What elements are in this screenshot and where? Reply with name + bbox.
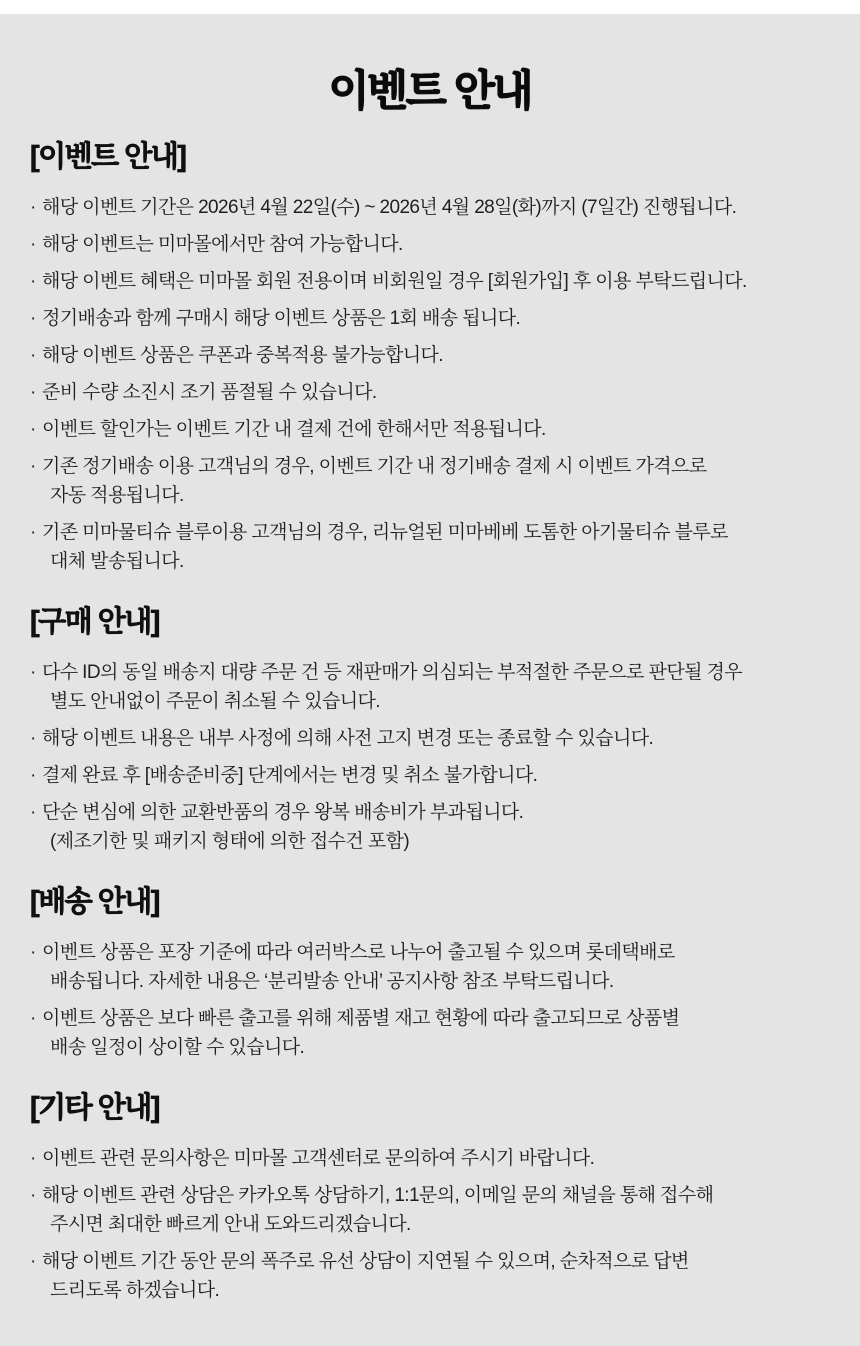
bullet-icon: · xyxy=(30,1251,36,1272)
notice-item xyxy=(30,724,850,753)
notice-item xyxy=(30,193,850,222)
notice-list xyxy=(0,938,860,1062)
notice-item xyxy=(30,518,850,576)
notice-line: 별도 안내없이 주문이 취소될 수 있습니다. xyxy=(50,691,380,712)
bullet-icon: · xyxy=(30,728,36,749)
notice-line: 해당 이벤트 기간 동안 문의 폭주로 유선 상담이 지연될 수 있으며, 순차적으로 답변 xyxy=(42,1251,689,1272)
notice-line: 결제 완료 후 [배송준비중] 단계에서는 변경 및 취소 불가합니다. xyxy=(42,765,538,786)
bullet-icon: · xyxy=(30,234,36,255)
notice-item xyxy=(30,341,850,370)
notice-line: 이벤트 할인가는 이벤트 기간 내 결제 건에 한해서만 적용됩니다. xyxy=(42,419,546,440)
bullet-icon: · xyxy=(30,1008,36,1029)
notice-line: (제조기한 및 패키지 형태에 의한 접수건 포함) xyxy=(50,831,410,852)
notice-line: 이벤트 관련 문의사항은 미마몰 고객센터로 문의하여 주시기 바랍니다. xyxy=(42,1148,595,1169)
section-event-info xyxy=(0,141,860,576)
notice-line: 드리도록 하겠습니다. xyxy=(50,1280,220,1301)
notice-line: 이벤트 상품은 포장 기준에 따라 여러박스로 나누어 출고될 수 있으며 롯데택배로 xyxy=(42,942,675,963)
notice-line: 해당 이벤트는 미마몰에서만 참여 가능합니다. xyxy=(42,234,403,255)
section-etc-info xyxy=(0,1092,860,1305)
notice-line: 단순 변심에 의한 교환반품의 경우 왕복 배송비가 부과됩니다. xyxy=(42,802,524,823)
notice-item xyxy=(30,452,850,510)
notice-item xyxy=(30,938,850,996)
bullet-icon: · xyxy=(30,419,36,440)
section-heading: [배송 안내] xyxy=(30,886,159,918)
notice-item xyxy=(30,415,850,444)
notice-item xyxy=(30,1004,850,1062)
notice-line: 자동 적용됩니다. xyxy=(50,485,184,506)
notice-line: 배송됩니다. 자세한 내용은 ‘분리발송 안내’ 공지사항 참조 부탁드립니다. xyxy=(50,971,614,992)
notice-line: 해당 이벤트 관련 상담은 카카오톡 상담하기, 1:1문의, 이메일 문의 채널을 통해 접수해 xyxy=(42,1185,714,1206)
notice-item xyxy=(30,798,850,856)
section-heading: [기타 안내] xyxy=(30,1092,159,1124)
bullet-icon: · xyxy=(30,1148,36,1169)
notice-list xyxy=(0,658,860,856)
bullet-icon: · xyxy=(30,345,36,366)
notice-line: 다수 ID의 동일 배송지 대량 주문 건 등 재판매가 의심되는 부적절한 주문으로 판단될 경우 xyxy=(42,662,743,683)
notice-item xyxy=(30,267,850,296)
bullet-icon: · xyxy=(30,382,36,403)
section-heading: [이벤트 안내] xyxy=(30,141,186,173)
notice-line: 대체 발송됩니다. xyxy=(50,551,184,572)
notice-line: 주시면 최대한 빠르게 안내 도와드리겠습니다. xyxy=(50,1214,411,1235)
bullet-icon: · xyxy=(30,456,36,477)
page-title: 이벤트 안내 xyxy=(328,67,532,114)
notice-item xyxy=(30,304,850,333)
notice-list xyxy=(0,1144,860,1305)
section-shipping-info xyxy=(0,886,860,1062)
notice-item xyxy=(30,1247,850,1305)
notice-item xyxy=(30,761,850,790)
notice-line: 해당 이벤트 내용은 내부 사정에 의해 사전 고지 변경 또는 종료할 수 있습니다. xyxy=(42,728,654,749)
notice-line: 준비 수량 소진시 조기 품절될 수 있습니다. xyxy=(42,382,377,403)
notice-item xyxy=(30,1181,850,1239)
notice-line: 해당 이벤트 상품은 쿠폰과 중복적용 불가능합니다. xyxy=(42,345,443,366)
notice-line: 이벤트 상품은 보다 빠른 출고를 위해 제품별 재고 현황에 따라 출고되므로 상품별 xyxy=(42,1008,680,1029)
notice-line: 기존 정기배송 이용 고객님의 경우, 이벤트 기간 내 정기배송 결제 시 이벤트 가격으로 xyxy=(42,456,707,477)
notice-line: 정기배송과 함께 구매시 해당 이벤트 상품은 1회 배송 됩니다. xyxy=(42,308,521,329)
section-heading: [구매 안내] xyxy=(30,606,159,638)
notice-list xyxy=(0,193,860,576)
section-purchase-info xyxy=(0,606,860,856)
bullet-icon: · xyxy=(30,942,36,963)
bullet-icon: · xyxy=(30,662,36,683)
notice-item xyxy=(30,230,850,259)
bullet-icon: · xyxy=(30,271,36,292)
bullet-icon: · xyxy=(30,765,36,786)
bullet-icon: · xyxy=(30,802,36,823)
notice-item xyxy=(30,378,850,407)
bullet-icon: · xyxy=(30,197,36,218)
bullet-icon: · xyxy=(30,522,36,543)
notice-line: 해당 이벤트 혜택은 미마몰 회원 전용이며 비회원일 경우 [회원가입] 후 이용 부탁드립니다. xyxy=(42,271,747,292)
notice-item xyxy=(30,658,850,716)
event-notice-page xyxy=(0,14,860,1346)
notice-item xyxy=(30,1144,850,1173)
bullet-icon: · xyxy=(30,308,36,329)
notice-line: 해당 이벤트 기간은 2026년 4월 22일(수) ~ 2026년 4월 28일(화)까지 (7일간) 진행됩니다. xyxy=(42,197,737,218)
notice-line: 배송 일정이 상이할 수 있습니다. xyxy=(50,1037,305,1058)
notice-line: 기존 미마물티슈 블루이용 고객님의 경우, 리뉴얼된 미마베베 도톰한 아기물티슈 블루로 xyxy=(42,522,728,543)
bullet-icon: · xyxy=(30,1185,36,1206)
